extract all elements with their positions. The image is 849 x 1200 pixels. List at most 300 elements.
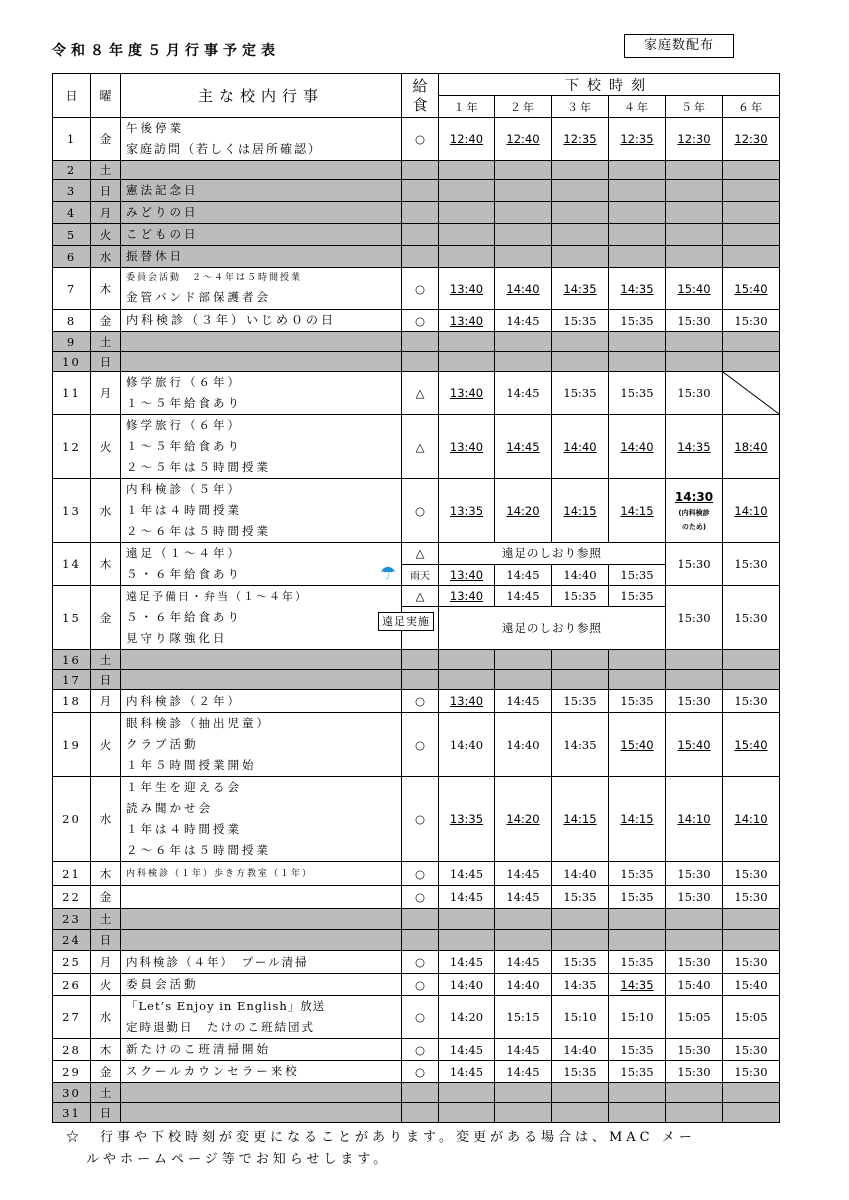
time-cell xyxy=(439,246,495,268)
weekday-cell: 金 xyxy=(91,586,121,650)
table-row xyxy=(53,1061,780,1083)
event-cell xyxy=(121,543,402,586)
time-cell xyxy=(552,909,609,930)
time-cell: 14:45 xyxy=(439,1039,495,1061)
header-events: 主な校内行事 xyxy=(121,74,402,118)
time-cell: 15:40 xyxy=(723,713,780,777)
time-cell: 14:45 xyxy=(495,586,552,607)
time-cell: 15:30 xyxy=(723,543,780,586)
time-cell xyxy=(495,352,552,372)
lunch-cell xyxy=(402,1083,439,1103)
time-cell xyxy=(495,246,552,268)
umbrella-icon: ☂ xyxy=(379,563,399,584)
lunch-cell: ○ xyxy=(402,713,439,777)
lunch-cell: ○ xyxy=(402,118,439,161)
time-cell: 15:35 xyxy=(609,951,666,974)
time-cell: 15:30 xyxy=(666,543,723,586)
time-cell xyxy=(495,224,552,246)
time-cell xyxy=(609,909,666,930)
time-cell: 15:05 xyxy=(666,996,723,1039)
weekday-cell: 金 xyxy=(91,310,121,332)
event-cell: スクールカウンセラー来校 xyxy=(121,1061,402,1083)
time-cell: 14:40 xyxy=(552,564,609,586)
event-cell: みどりの日 xyxy=(121,202,402,224)
weekday-cell: 火 xyxy=(91,974,121,996)
event-cell xyxy=(121,886,402,909)
footer-line-1: ☆ 行事や下校時刻が変更になることがあります。変更がある場合は、MAC メー xyxy=(66,1130,696,1145)
weekday-cell: 木 xyxy=(91,543,121,586)
event-line: ２～５年は５時間授業 xyxy=(126,460,271,474)
time-cell xyxy=(439,930,495,951)
table-row xyxy=(53,1103,780,1123)
time-cell: 15:30 xyxy=(666,310,723,332)
time-cell: 14:40 xyxy=(495,713,552,777)
time-cell: 13:40 xyxy=(439,415,495,479)
event-line: 遠足（１～４年） xyxy=(126,546,242,560)
table-row xyxy=(53,543,780,565)
time-cell: 14:35 xyxy=(552,974,609,996)
event-line: 定時退勤日 たけのこ班結団式 xyxy=(126,1020,315,1034)
time-cell: 14:15 xyxy=(552,777,609,862)
time-cell: 15:40 xyxy=(666,974,723,996)
time-cell: 14:40 xyxy=(495,268,552,310)
time-cell: 14:15 xyxy=(609,777,666,862)
event-cell xyxy=(121,713,402,777)
time-cell: 15:30 xyxy=(666,372,723,415)
time-cell: 14:45 xyxy=(495,310,552,332)
time-cell xyxy=(723,332,780,352)
time-cell xyxy=(552,246,609,268)
lunch-cell: △ xyxy=(402,586,439,607)
time-cell: 15:40 xyxy=(723,974,780,996)
time-cell: 14:45 xyxy=(495,1061,552,1083)
time-cell: 15:35 xyxy=(609,586,666,607)
table-row xyxy=(53,670,780,690)
time-cell: 14:10 xyxy=(723,777,780,862)
day-cell: 1 xyxy=(53,118,91,161)
time-cell xyxy=(439,332,495,352)
time-cell xyxy=(609,180,666,202)
time-cell: 14:20 xyxy=(495,777,552,862)
event-line: クラブ活動 xyxy=(126,737,199,751)
lunch-cell: △ xyxy=(402,543,439,565)
header-grade-5: ５年 xyxy=(666,96,723,118)
time-cell xyxy=(439,352,495,372)
time-cell xyxy=(609,332,666,352)
day-cell: 13 xyxy=(53,479,91,543)
time-cell: 14:35 xyxy=(552,713,609,777)
event-line: 家庭訪問（若しくは居所確認） xyxy=(126,142,323,156)
weekday-cell: 火 xyxy=(91,415,121,479)
time-cell xyxy=(723,909,780,930)
time-cell xyxy=(495,650,552,670)
day-cell: 24 xyxy=(53,930,91,951)
event-line: 委員会活動 ２～４年は５時間授業 xyxy=(126,273,303,283)
day-cell: 3 xyxy=(53,180,91,202)
event-line: 内科検診（５年） xyxy=(126,482,242,496)
time-value: 14:30 xyxy=(674,489,714,504)
time-cell: 15:10 xyxy=(552,996,609,1039)
weekday-cell: 木 xyxy=(91,1039,121,1061)
time-cell: 12:40 xyxy=(439,118,495,161)
time-cell: 15:35 xyxy=(552,951,609,974)
time-cell xyxy=(495,332,552,352)
time-cell: 15:35 xyxy=(552,690,609,713)
table-row xyxy=(53,690,780,713)
time-cell xyxy=(439,909,495,930)
time-cell xyxy=(666,352,723,372)
header-grade-2: ２年 xyxy=(495,96,552,118)
event-cell xyxy=(121,650,402,670)
time-cell: 15:35 xyxy=(552,1061,609,1083)
event-cell xyxy=(121,670,402,690)
event-cell xyxy=(121,996,402,1039)
event-line: 「Let’s Enjoy in English」放送 xyxy=(126,999,326,1013)
lunch-cell: ○ xyxy=(402,1061,439,1083)
lunch-cell xyxy=(402,332,439,352)
time-cell xyxy=(723,180,780,202)
table-row xyxy=(53,332,780,352)
time-cell xyxy=(439,670,495,690)
event-cell xyxy=(121,161,402,180)
weekday-cell: 土 xyxy=(91,332,121,352)
time-cell: 12:35 xyxy=(552,118,609,161)
time-cell xyxy=(666,246,723,268)
time-cell xyxy=(666,650,723,670)
weekday-cell: 火 xyxy=(91,713,121,777)
lunch-cell: ○ xyxy=(402,268,439,310)
event-cell xyxy=(121,930,402,951)
distribution-badge: 家庭数配布 xyxy=(624,34,734,58)
excursion-reference: 遠足のしおり参照 xyxy=(439,543,666,565)
day-cell: 20 xyxy=(53,777,91,862)
time-cell: 13:40 xyxy=(439,372,495,415)
table-row xyxy=(53,862,780,886)
event-cell: 内科検診（３年）いじめ０の日 xyxy=(121,310,402,332)
time-cell: 14:10 xyxy=(666,777,723,862)
time-cell: 14:10 xyxy=(723,479,780,543)
weekday-cell: 土 xyxy=(91,1083,121,1103)
time-cell xyxy=(723,930,780,951)
table-row xyxy=(53,415,780,479)
time-cell: 14:45 xyxy=(439,1061,495,1083)
event-line: １～５年給食あり xyxy=(126,439,242,453)
excursion-reference: 遠足のしおり参照 xyxy=(439,607,666,650)
event-cell xyxy=(121,118,402,161)
table-row xyxy=(53,180,780,202)
event-cell: 振替休日 xyxy=(121,246,402,268)
day-cell: 10 xyxy=(53,352,91,372)
event-cell xyxy=(121,479,402,543)
day-cell: 26 xyxy=(53,974,91,996)
header-grade-4: ４年 xyxy=(609,96,666,118)
time-cell xyxy=(495,930,552,951)
time-cell: 12:30 xyxy=(723,118,780,161)
no-entry-cell xyxy=(723,372,780,415)
time-cell xyxy=(666,180,723,202)
event-cell xyxy=(121,1103,402,1123)
time-cell xyxy=(439,224,495,246)
day-cell: 15 xyxy=(53,586,91,650)
day-cell: 11 xyxy=(53,372,91,415)
lunch-cell: ○ xyxy=(402,777,439,862)
header-lunch-text: 給食 xyxy=(412,76,428,114)
lunch-cell xyxy=(402,246,439,268)
table-row xyxy=(53,372,780,415)
table-row xyxy=(53,996,780,1039)
time-cell xyxy=(552,161,609,180)
table-row xyxy=(53,310,780,332)
table-row xyxy=(53,586,780,607)
weekday-cell: 火 xyxy=(91,224,121,246)
lunch-cell: ○ xyxy=(402,886,439,909)
table-row xyxy=(53,224,780,246)
event-line: 眼科検診（抽出児童） xyxy=(126,716,271,730)
time-cell-with-note xyxy=(666,479,723,543)
day-cell: 30 xyxy=(53,1083,91,1103)
time-cell: 14:45 xyxy=(439,886,495,909)
weekday-cell: 金 xyxy=(91,1061,121,1083)
time-cell xyxy=(609,1083,666,1103)
time-cell xyxy=(723,1103,780,1123)
time-cell xyxy=(495,180,552,202)
time-cell xyxy=(552,224,609,246)
lunch-cell xyxy=(402,161,439,180)
lunch-cell xyxy=(402,670,439,690)
event-cell: 内科検診（４年） プール清掃 xyxy=(121,951,402,974)
weekday-cell: 日 xyxy=(91,670,121,690)
event-line: １年は４時間授業 xyxy=(126,503,242,517)
time-cell: 15:30 xyxy=(666,1039,723,1061)
table-row xyxy=(53,886,780,909)
time-cell xyxy=(495,161,552,180)
time-cell: 15:10 xyxy=(609,996,666,1039)
time-cell xyxy=(552,332,609,352)
time-cell: 13:40 xyxy=(439,310,495,332)
weekday-cell: 木 xyxy=(91,268,121,310)
event-cell xyxy=(121,777,402,862)
event-line: 午後停業 xyxy=(126,121,184,135)
time-cell: 15:30 xyxy=(666,690,723,713)
day-cell: 8 xyxy=(53,310,91,332)
event-line: 金管バンド部保護者会 xyxy=(126,290,271,304)
lunch-cell: ○ xyxy=(402,690,439,713)
lunch-cell: ○ xyxy=(402,862,439,886)
time-cell: 12:40 xyxy=(495,118,552,161)
time-cell xyxy=(552,1083,609,1103)
table-row xyxy=(53,951,780,974)
time-cell: 14:35 xyxy=(666,415,723,479)
time-cell: 15:35 xyxy=(609,372,666,415)
event-cell: 新たけのこ班清掃開始 xyxy=(121,1039,402,1061)
time-cell: 15:40 xyxy=(723,268,780,310)
event-line: ２～６年は５時間授業 xyxy=(126,843,271,857)
time-cell xyxy=(552,352,609,372)
day-cell: 21 xyxy=(53,862,91,886)
time-cell: 14:35 xyxy=(609,268,666,310)
time-cell: 14:35 xyxy=(609,974,666,996)
day-cell: 28 xyxy=(53,1039,91,1061)
event-cell xyxy=(121,909,402,930)
table-row xyxy=(53,974,780,996)
time-cell xyxy=(723,202,780,224)
time-cell: 15:30 xyxy=(666,586,723,650)
day-cell: 25 xyxy=(53,951,91,974)
event-cell xyxy=(121,268,402,310)
time-cell xyxy=(723,246,780,268)
lunch-cell: △ xyxy=(402,415,439,479)
time-cell: 14:45 xyxy=(495,564,552,586)
time-cell: 13:40 xyxy=(439,268,495,310)
event-cell xyxy=(121,332,402,352)
table-row xyxy=(53,777,780,862)
time-cell: 15:35 xyxy=(609,1039,666,1061)
weekday-cell: 水 xyxy=(91,246,121,268)
time-cell xyxy=(439,1083,495,1103)
weekday-cell: 月 xyxy=(91,951,121,974)
event-cell: 内科検診（２年） xyxy=(121,690,402,713)
time-cell xyxy=(723,224,780,246)
time-cell: 14:40 xyxy=(439,974,495,996)
weekday-cell: 木 xyxy=(91,862,121,886)
time-cell xyxy=(666,1103,723,1123)
time-cell xyxy=(609,246,666,268)
event-line: ２～６年は５時間授業 xyxy=(126,524,271,538)
event-line: １年生を迎える会 xyxy=(126,780,242,794)
time-cell: 15:40 xyxy=(666,713,723,777)
table-row xyxy=(53,1039,780,1061)
event-cell: 委員会活動 xyxy=(121,974,402,996)
time-cell xyxy=(552,650,609,670)
event-cell xyxy=(121,1083,402,1103)
time-cell: 18:40 xyxy=(723,415,780,479)
table-row xyxy=(53,650,780,670)
time-cell: 12:35 xyxy=(609,118,666,161)
time-cell: 13:35 xyxy=(439,777,495,862)
time-cell: 15:35 xyxy=(552,886,609,909)
lunch-cell xyxy=(402,930,439,951)
time-cell: 14:45 xyxy=(495,1039,552,1061)
page-title: 令和８年度５月行事予定表 xyxy=(52,43,280,59)
time-cell: 15:35 xyxy=(552,586,609,607)
event-line: ５・６年給食あり xyxy=(126,567,242,581)
table-row xyxy=(53,352,780,372)
day-cell: 16 xyxy=(53,650,91,670)
time-cell xyxy=(666,202,723,224)
time-cell xyxy=(495,670,552,690)
time-cell: 15:30 xyxy=(723,951,780,974)
lunch-cell: ○ xyxy=(402,479,439,543)
time-cell xyxy=(609,1103,666,1123)
lunch-cell xyxy=(402,202,439,224)
time-cell: 15:40 xyxy=(609,713,666,777)
time-cell: 15:30 xyxy=(723,1039,780,1061)
time-cell: 14:40 xyxy=(552,862,609,886)
time-cell: 15:40 xyxy=(666,268,723,310)
event-line: ５・６年給食あり xyxy=(126,610,242,624)
time-cell xyxy=(666,930,723,951)
event-cell xyxy=(121,352,402,372)
lunch-cell xyxy=(402,650,439,670)
time-cell xyxy=(666,224,723,246)
time-cell: 15:35 xyxy=(609,886,666,909)
weekday-cell: 日 xyxy=(91,180,121,202)
lunch-cell xyxy=(402,180,439,202)
weekday-cell: 日 xyxy=(91,1103,121,1123)
time-cell: 15:30 xyxy=(723,586,780,650)
event-cell: こどもの日 xyxy=(121,224,402,246)
table-row xyxy=(53,268,780,310)
day-cell: 4 xyxy=(53,202,91,224)
event-cell: 憲法記念日 xyxy=(121,180,402,202)
lunch-cell xyxy=(402,1103,439,1123)
time-cell xyxy=(439,202,495,224)
time-cell: 14:45 xyxy=(495,372,552,415)
day-cell: 12 xyxy=(53,415,91,479)
event-line: 内科検診（１年）歩き方教室（１年） xyxy=(126,868,314,879)
diagonal-line xyxy=(723,372,779,414)
time-cell: 15:30 xyxy=(723,690,780,713)
time-cell: 15:35 xyxy=(552,372,609,415)
event-line: 修学旅行（６年） xyxy=(126,375,242,389)
time-cell xyxy=(495,909,552,930)
time-cell: 13:40 xyxy=(439,564,495,586)
time-cell xyxy=(609,650,666,670)
weekday-cell: 月 xyxy=(91,690,121,713)
time-cell: 15:30 xyxy=(666,886,723,909)
time-cell xyxy=(552,670,609,690)
time-cell xyxy=(609,670,666,690)
table-row xyxy=(53,1083,780,1103)
weekday-cell: 日 xyxy=(91,930,121,951)
event-cell xyxy=(121,415,402,479)
day-cell: 9 xyxy=(53,332,91,352)
weekday-cell: 土 xyxy=(91,161,121,180)
time-note: (内科検診 xyxy=(678,508,710,517)
time-cell xyxy=(609,202,666,224)
day-cell: 19 xyxy=(53,713,91,777)
weekday-cell: 土 xyxy=(91,909,121,930)
header-grade-6: ６年 xyxy=(723,96,780,118)
day-cell: 5 xyxy=(53,224,91,246)
time-cell: 15:35 xyxy=(609,862,666,886)
time-cell: 15:30 xyxy=(666,1061,723,1083)
lunch-cell: ○ xyxy=(402,310,439,332)
weekday-cell: 水 xyxy=(91,777,121,862)
time-cell: 14:45 xyxy=(439,862,495,886)
time-cell: 14:45 xyxy=(495,415,552,479)
time-cell: 15:30 xyxy=(723,1061,780,1083)
time-cell: 13:40 xyxy=(439,690,495,713)
time-cell xyxy=(495,202,552,224)
time-cell xyxy=(666,1083,723,1103)
day-cell: 27 xyxy=(53,996,91,1039)
footer-line-2: ルやホームページ等でお知らせします。 xyxy=(86,1152,391,1167)
lunch-cell xyxy=(402,352,439,372)
time-cell: 14:40 xyxy=(552,415,609,479)
day-cell: 6 xyxy=(53,246,91,268)
day-cell: 23 xyxy=(53,909,91,930)
event-cell xyxy=(121,862,402,886)
weekday-cell: 金 xyxy=(91,118,121,161)
table-row xyxy=(53,118,780,161)
time-cell: 14:20 xyxy=(495,479,552,543)
header-grade-1: １年 xyxy=(439,96,495,118)
lunch-cell: ○ xyxy=(402,1039,439,1061)
time-cell xyxy=(723,650,780,670)
time-cell: 15:35 xyxy=(609,310,666,332)
time-cell: 14:20 xyxy=(439,996,495,1039)
